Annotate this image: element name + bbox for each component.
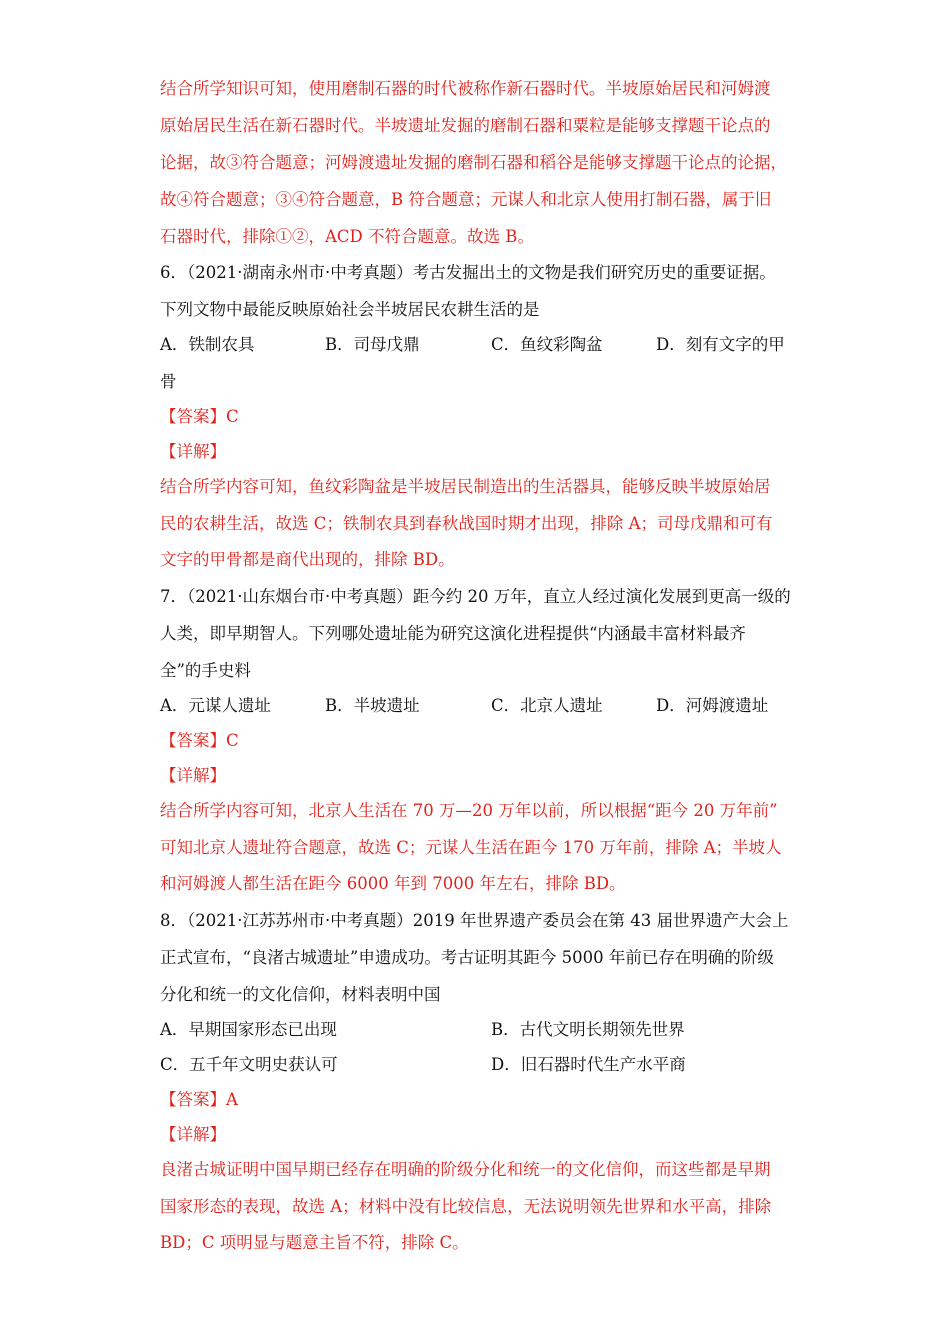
question-7-stem: 全”的手史料 xyxy=(160,661,251,680)
q6-detail-tag: 【详解】 xyxy=(160,442,226,461)
q7-answer xyxy=(160,730,239,752)
question-7-stem: 7．（2021·山东烟台市·中考真题）距今约 20 万年，直立人经过演化发展到更高一级的 xyxy=(160,587,791,606)
answer-value: A xyxy=(226,1090,238,1109)
question-8-stem: 正式宣布，“良渚古城遗址”申遗成功。考古证明其距今 5000 年前已存在明确的阶级 xyxy=(160,948,774,967)
q7-detail-tag: 【详解】 xyxy=(160,766,226,785)
q8-option-a: A．早期国家形态已出现 xyxy=(160,1020,337,1039)
q7-option-d: D．河姆渡遗址 xyxy=(656,696,769,715)
explanation-line: 和河姆渡人都生活在距今 6000 年到 7000 年左右，排除 BD。 xyxy=(160,874,626,893)
explanation-line: 文字的甲骨都是商代出现的，排除 BD。 xyxy=(160,550,455,569)
explanation-line: BD；C 项明显与题意主旨不符，排除 C。 xyxy=(160,1233,469,1252)
answer-tag: 【答案】 xyxy=(160,731,226,750)
q6-option-c: C．鱼纹彩陶盆 xyxy=(491,335,603,354)
answer-tag: 【答案】 xyxy=(160,1090,226,1109)
q6-option-d: D．刻有文字的甲 xyxy=(656,335,785,354)
q7-option-c: C．北京人遗址 xyxy=(491,696,603,715)
q8-option-c: C．五千年文明史获认可 xyxy=(160,1055,338,1074)
q6-option-b: B．司母戊鼎 xyxy=(325,335,420,354)
answer-tag: 【答案】 xyxy=(160,407,226,426)
explanation-line: 结合所学知识可知，使用磨制石器的时代被称作新石器时代。半坡原始居民和河姆渡 xyxy=(160,79,771,98)
explanation-line: 民的农耕生活，故选 C；铁制农具到春秋战国时期才出现，排除 A；司母戊鼎和可有 xyxy=(160,514,773,533)
answer-value: C xyxy=(226,407,239,426)
q8-option-d: D．旧石器时代生产水平商 xyxy=(491,1055,686,1074)
q8-option-b: B．古代文明长期领先世界 xyxy=(491,1020,685,1039)
q6-answer xyxy=(160,406,239,428)
explanation-line: 可知北京人遗址符合题意，故选 C；元谋人生活在距今 170 万年前，排除 A；半坡人 xyxy=(160,838,782,857)
q6-option-a: A．铁制农具 xyxy=(160,335,255,354)
explanation-line: 结合所学内容可知，北京人生活在 70 万—20 万年以前，所以根据“距今 20 万年前” xyxy=(160,801,778,820)
explanation-line: 结合所学内容可知，鱼纹彩陶盆是半坡居民制造出的生活器具，能够反映半坡原始居 xyxy=(160,477,771,496)
explanation-line: 石器时代，排除①②，ACD 不符合题意。故选 B。 xyxy=(160,227,534,246)
explanation-line: 良渚古城证明中国早期已经存在明确的阶级分化和统一的文化信仰，而这些都是早期 xyxy=(160,1160,771,1179)
explanation-line: 故④符合题意；③④符合题意，B 符合题意；元谋人和北京人使用打制石器，属于旧 xyxy=(160,190,772,209)
explanation-line: 论据，故③符合题意；河姆渡遗址发掘的磨制石器和稻谷是能够支撑题干论点的论据， xyxy=(160,153,787,172)
q6-option-d-wrap: 骨 xyxy=(160,372,177,391)
q8-answer xyxy=(160,1089,238,1111)
q8-detail-tag: 【详解】 xyxy=(160,1125,226,1144)
question-6-stem: 6．（2021·湖南永州市·中考真题）考古发掘出土的文物是我们研究历史的重要证据。 xyxy=(160,263,776,282)
q7-option-a: A．元谋人遗址 xyxy=(160,696,271,715)
explanation-line: 国家形态的表现，故选 A；材料中没有比较信息，无法说明领先世界和水平高，排除 xyxy=(160,1197,772,1216)
explanation-line: 原始居民生活在新石器时代。半坡遗址发掘的磨制石器和粟粒是能够支撑题干论点的 xyxy=(160,116,771,135)
answer-value: C xyxy=(226,731,239,750)
question-7-stem: 人类，即早期智人。下列哪处遗址能为研究这演化进程提供“内涵最丰富材料最齐 xyxy=(160,624,746,643)
question-8-stem: 分化和统一的文化信仰，材料表明中国 xyxy=(160,985,441,1004)
question-6-stem: 下列文物中最能反映原始社会半坡居民农耕生活的是 xyxy=(160,300,540,319)
q7-option-b: B．半坡遗址 xyxy=(325,696,420,715)
question-8-stem: 8．（2021·江苏苏州市·中考真题）2019 年世界遗产委员会在第 43 届世界遗产大会上 xyxy=(160,911,789,930)
